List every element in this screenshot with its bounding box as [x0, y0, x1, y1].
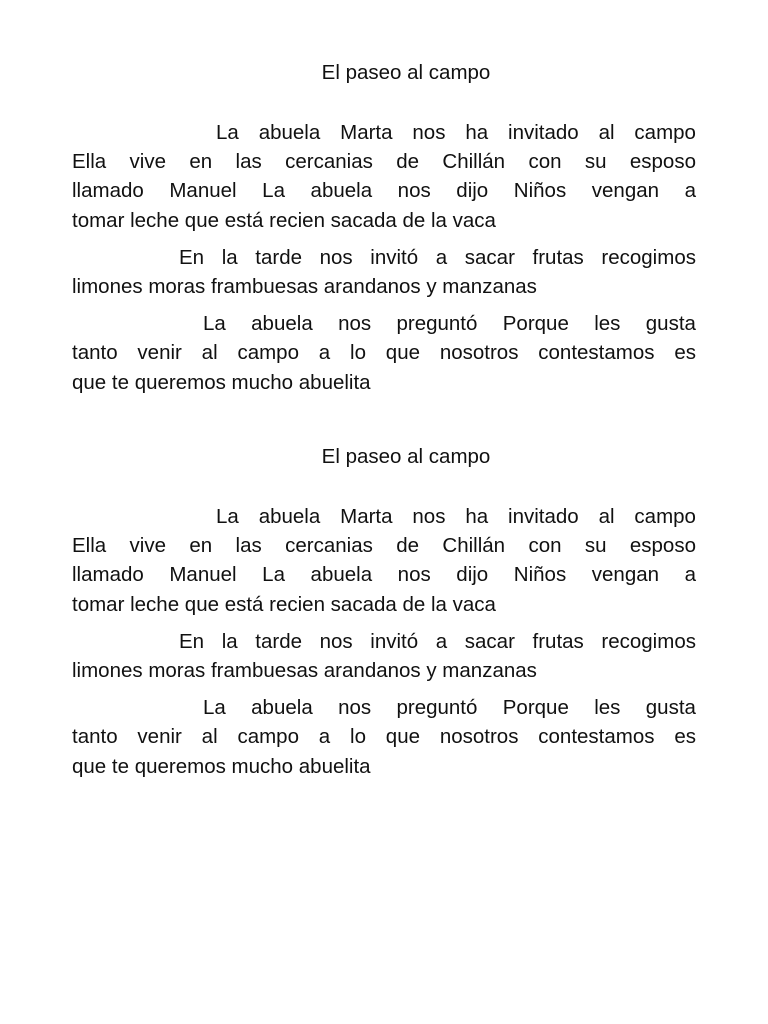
word: Ella — [72, 150, 107, 174]
word: esposo — [629, 534, 696, 558]
word: sacar — [464, 245, 515, 269]
word: al — [598, 121, 615, 144]
word: abuela — [258, 121, 321, 144]
paragraph — [72, 693, 696, 781]
word: campo — [237, 725, 299, 749]
word: abuela — [310, 179, 373, 203]
title-spacer — [72, 471, 696, 502]
word: vengan — [591, 179, 660, 203]
word: abuela — [258, 505, 321, 528]
text-line — [72, 560, 696, 589]
story-copy-2 — [72, 442, 696, 781]
word: invitó — [370, 245, 419, 269]
word: de — [396, 534, 420, 558]
word: gusta — [645, 696, 696, 720]
word: a — [684, 563, 696, 587]
word: al — [201, 725, 218, 749]
story-copy-1 — [72, 58, 696, 397]
paragraph — [72, 502, 696, 619]
text-line — [72, 627, 696, 656]
paragraph — [72, 627, 696, 685]
word: a — [318, 341, 331, 365]
word: invitado — [508, 505, 579, 528]
word: las — [235, 534, 262, 558]
word: nos — [397, 563, 431, 587]
word: Chillán — [442, 150, 506, 174]
word: con — [528, 534, 562, 558]
word: la — [221, 245, 238, 269]
word: que — [385, 341, 421, 365]
word: campo — [634, 505, 696, 528]
word: en — [189, 534, 213, 558]
word: nos — [319, 245, 353, 269]
word: nosotros — [439, 341, 519, 365]
word: al — [201, 341, 218, 365]
word: a — [684, 179, 696, 203]
text-line — [72, 693, 696, 722]
word: vive — [129, 150, 167, 174]
word: frutas — [532, 245, 584, 269]
word: contestamos — [538, 725, 655, 749]
word: vive — [129, 534, 167, 558]
text-line — [72, 309, 696, 338]
document-title: El paseo al campo — [321, 61, 491, 84]
paragraph-gap — [72, 301, 696, 309]
word: cercanias — [285, 150, 373, 174]
word: La — [203, 696, 226, 720]
text-line — [72, 176, 696, 205]
word: nos — [397, 179, 431, 203]
word: esposo — [629, 150, 696, 174]
word: al — [598, 505, 615, 528]
word: nos — [412, 505, 446, 528]
word: campo — [634, 121, 696, 144]
word: cercanias — [285, 534, 373, 558]
word: En — [179, 629, 205, 653]
word: su — [584, 150, 607, 174]
word: dijo — [456, 179, 489, 203]
word: nos — [338, 696, 372, 720]
word: les — [594, 696, 621, 720]
word: la — [221, 629, 238, 653]
word: de — [396, 150, 420, 174]
text-line — [72, 722, 696, 751]
word: las — [235, 150, 262, 174]
word: lo — [350, 725, 366, 749]
word: Manuel — [169, 179, 237, 203]
word: a — [435, 629, 448, 653]
word: frutas — [532, 629, 584, 653]
word: preguntó — [396, 696, 478, 720]
word: a — [435, 245, 448, 269]
word: Manuel — [169, 563, 237, 587]
word: les — [594, 312, 621, 336]
word: llamado — [72, 563, 144, 587]
title-spacer — [72, 87, 696, 118]
word: La — [216, 505, 239, 528]
text-line: tomar leche que está recien sacada de la vaca — [72, 592, 496, 616]
word: La — [203, 312, 226, 336]
word: tanto — [72, 725, 118, 749]
word: su — [584, 534, 607, 558]
word: invitado — [508, 121, 579, 144]
word: sacar — [464, 629, 515, 653]
word: dijo — [456, 563, 489, 587]
text-line — [72, 531, 696, 560]
word: tanto — [72, 341, 118, 365]
word: invitó — [370, 629, 419, 653]
paragraph-gap — [72, 685, 696, 693]
word: tarde — [255, 629, 302, 653]
word: campo — [237, 341, 299, 365]
word: Chillán — [442, 534, 506, 558]
word: nos — [412, 121, 446, 144]
word: preguntó — [396, 312, 478, 336]
text-line: que te queremos mucho abuelita — [72, 754, 371, 778]
word: Niños — [513, 179, 567, 203]
paragraph — [72, 243, 696, 301]
text-line — [72, 502, 696, 531]
word: venir — [137, 341, 182, 365]
word: gusta — [645, 312, 696, 336]
word: La — [262, 179, 285, 203]
word: La — [262, 563, 285, 587]
word: recogimos — [601, 245, 696, 269]
document-title: El paseo al campo — [321, 445, 491, 468]
text-line: limones moras frambuesas arandanos y manzanas — [72, 658, 537, 682]
text-line — [72, 147, 696, 176]
word: Porque — [502, 312, 569, 336]
text-line — [72, 243, 696, 272]
word: es — [674, 725, 696, 749]
word: ha — [465, 121, 489, 144]
word: ha — [465, 505, 489, 528]
word: tarde — [255, 245, 302, 269]
word: vengan — [591, 563, 660, 587]
word: abuela — [310, 563, 373, 587]
word: nos — [338, 312, 372, 336]
word: Ella — [72, 534, 107, 558]
word: recogimos — [601, 629, 696, 653]
word: Niños — [513, 563, 567, 587]
word: con — [528, 150, 562, 174]
text-line — [72, 118, 696, 147]
word: En — [179, 245, 205, 269]
word: en — [189, 150, 213, 174]
word: Marta — [340, 121, 393, 144]
word: nosotros — [439, 725, 519, 749]
paragraph — [72, 118, 696, 235]
word: llamado — [72, 179, 144, 203]
text-line: limones moras frambuesas arandanos y manzanas — [72, 274, 537, 298]
word: La — [216, 121, 239, 144]
word: Marta — [340, 505, 393, 528]
paragraph — [72, 309, 696, 397]
word: contestamos — [538, 341, 655, 365]
word: que — [385, 725, 421, 749]
text-line: que te queremos mucho abuelita — [72, 370, 371, 394]
text-line: tomar leche que está recien sacada de la vaca — [72, 208, 496, 232]
text-line — [72, 338, 696, 367]
paragraph-gap — [72, 619, 696, 627]
word: a — [318, 725, 331, 749]
word: lo — [350, 341, 366, 365]
word: venir — [137, 725, 182, 749]
word: Porque — [502, 696, 569, 720]
word: nos — [319, 629, 353, 653]
paragraph-gap — [72, 235, 696, 243]
word: es — [674, 341, 696, 365]
word: abuela — [251, 312, 313, 336]
word: abuela — [251, 696, 313, 720]
